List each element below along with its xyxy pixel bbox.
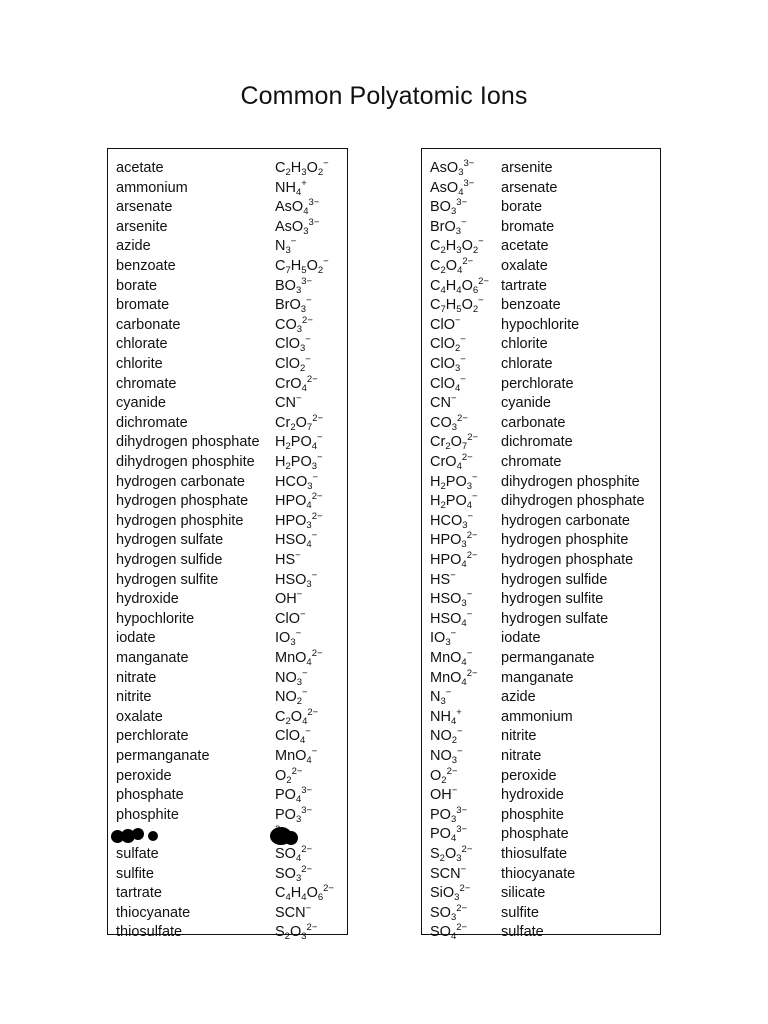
ion-name: acetate	[116, 160, 164, 176]
ion-name: benzoate	[501, 297, 561, 314]
ion-formula: $SO_3^{2-}$	[430, 902, 468, 923]
ion-formula: $S_2O_3^{2-}$	[275, 922, 318, 943]
ion-name: hydrogen sulfate	[501, 610, 609, 627]
ion-name: hydrogen sulfite	[501, 591, 604, 608]
ion-formula: $N_3^-$	[275, 236, 297, 257]
ion-formula: ClO$_4$−	[275, 726, 311, 747]
ion-formula: ClO$_2$−	[430, 334, 466, 355]
ion-formula: $NO_3^-$	[430, 746, 463, 766]
ion-formula: $NH_4^+$	[430, 706, 462, 727]
ion-formula: ClO$_2$−	[275, 354, 311, 374]
ion-name: dichromate	[501, 434, 573, 451]
ion-formula: ClO−	[275, 608, 306, 627]
ion-formula: $HSO_3^-$	[430, 589, 473, 610]
ion-formula: OH−	[275, 589, 303, 608]
ion-name: iodate	[116, 630, 156, 647]
ion-name: sulfite	[116, 865, 154, 882]
ion-name: bromate	[116, 297, 170, 314]
ion-formula: $HCO_3^-$	[275, 471, 319, 492]
ion-name: peroxide	[116, 767, 172, 784]
ion-formula: $PO_4^{3-}$	[275, 785, 313, 806]
ion-formula: $CO_3^{2-}$	[275, 314, 313, 335]
ion-formula: $C_2O_4^{2-}$	[275, 706, 319, 727]
ion-formula: $Cr_2O_7^{2-}$	[430, 432, 479, 453]
ion-formula: $CO_3^{2-}$	[430, 412, 468, 433]
ion-formula: $H_2PO_3^-$	[430, 471, 478, 492]
ion-name: hydrogen sulfide	[501, 571, 608, 588]
ion-formula: MnO$_4$−	[430, 648, 473, 668]
ion-formula: BrO$_3$−	[430, 216, 467, 237]
ion-name: arsenate	[501, 179, 558, 196]
ion-name: carbonate	[116, 316, 181, 333]
ink-blot	[132, 828, 144, 840]
ion-formula: AsO$_4^{3-}$	[275, 197, 320, 218]
ion-name: arsenite	[501, 160, 553, 176]
ion-name: phosphate	[116, 787, 184, 804]
ion-name: dihydrogen phosphate	[501, 493, 645, 510]
ion-formula: $H_2PO_4^-$	[275, 432, 323, 453]
ion-name: permanganate	[116, 748, 210, 764]
ion-formula: $BO_3^{3-}$	[275, 275, 313, 296]
ion-name: chromate	[501, 454, 562, 470]
ion-formula: $C_4H_4O_6^{2-}$	[275, 883, 334, 904]
ion-formula: $Cr_2O_7^{2-}$	[275, 412, 324, 433]
ion-formula: $PO_4^{3-}$	[430, 824, 468, 845]
ion-name: nitrite	[501, 728, 537, 745]
ion-formula: $SO_4^{2-}$	[275, 844, 313, 864]
ion-formula: $C_2H_3O_2^-$	[275, 158, 329, 178]
ion-formula: SCN−	[430, 863, 467, 882]
ion-formula: $O_2^{2-}$	[430, 765, 458, 786]
ion-formula: $PO_3^{3-}$	[275, 804, 313, 825]
ion-formula: CN−	[430, 393, 457, 412]
ion-formula: $C_7H_5O_2^-$	[275, 256, 329, 276]
ion-formula: $HPO_3^{2-}$	[275, 510, 323, 531]
ion-name: chlorite	[501, 336, 548, 353]
ion-name: sulfate	[501, 924, 544, 941]
ion-name: thiocyanate	[116, 904, 191, 921]
ion-formula: $HPO_4^{2-}$	[430, 550, 478, 570]
ion-formula: AsO$_4^{3-}$	[430, 177, 475, 198]
ion-name: chlorate	[116, 336, 168, 353]
ion-formula: $O_2^{2-}$	[275, 765, 303, 786]
ion-name: benzoate	[116, 258, 176, 274]
ion-formula: ClO−	[430, 314, 461, 333]
ion-name: azide	[501, 689, 536, 706]
ion-formula: $HPO_4^{2-}$	[275, 491, 323, 512]
ion-formula: $H_2PO_4^-$	[430, 491, 478, 512]
ion-name: nitrite	[116, 689, 152, 706]
ion-name: hydrogen sulfide	[116, 552, 223, 568]
ion-name: dichromate	[116, 414, 188, 431]
ion-formula: ClO$_4$−	[430, 373, 466, 394]
ion-name: chlorate	[501, 356, 553, 372]
ion-formula: MnO$_4^{2-}$	[275, 648, 323, 668]
ink-blot	[148, 831, 158, 841]
ion-name: hydrogen carbonate	[116, 473, 245, 490]
ion-name: dihydrogen phosphite	[501, 473, 640, 490]
ion-name: thiocyanate	[501, 865, 576, 882]
ion-formula: $BO_3^{3-}$	[430, 197, 468, 218]
ion-name: arsenate	[116, 199, 173, 216]
ion-name: azide	[116, 238, 151, 255]
ion-name: oxalate	[501, 258, 548, 274]
ion-formula: $NO_2^-$	[275, 687, 308, 708]
ion-formula: $C_2H_3O_2^-$	[430, 236, 484, 257]
ion-name: carbonate	[501, 414, 566, 431]
ion-formula: $IO_3^-$	[430, 628, 457, 649]
ion-formula: $SO_4^{2-}$	[430, 922, 468, 943]
ion-name: borate	[116, 277, 158, 294]
ion-name: chromate	[116, 375, 177, 392]
ion-name: nitrate	[116, 669, 157, 686]
ion-name: ammonium	[116, 179, 188, 196]
ion-formula: $HSO_3^-$	[275, 569, 318, 590]
ion-formula: MnO$_4$−	[275, 746, 318, 766]
ion-formula: HS−	[275, 550, 301, 568]
ion-formula: $SO_3^{2-}$	[275, 863, 313, 884]
ion-name: cyanide	[116, 395, 166, 412]
ion-formula: $NH_4^+$	[275, 177, 307, 198]
ion-formula: $S_2O_3^{2-}$	[430, 844, 473, 864]
ion-formula: ClO$_3$−	[275, 334, 311, 355]
ion-name: hypochlorite	[501, 316, 580, 333]
ion-name: nitrate	[501, 748, 542, 764]
ion-formula: MnO$_4^{2-}$	[430, 667, 478, 688]
ion-name: dihydrogen phosphite	[116, 454, 255, 470]
ion-formula: $HSO_4^-$	[275, 530, 318, 551]
ion-formula: $C_7H_5O_2^-$	[430, 295, 484, 316]
ion-formula: $H_2PO_3^-$	[275, 452, 323, 472]
ion-name: sulfite	[501, 904, 539, 921]
ion-formula: $HSO_4^-$	[430, 608, 473, 629]
ion-name: oxalate	[116, 708, 163, 725]
ion-name: phosphite	[116, 806, 179, 823]
ion-formula: CN−	[275, 393, 302, 412]
ion-formula: ClO$_3$−	[430, 354, 466, 374]
ion-name: tartrate	[116, 885, 162, 902]
ion-name: peroxide	[501, 767, 557, 784]
ion-name: bromate	[501, 218, 555, 235]
ion-formula: $C_4H_4O_6^{2-}$	[430, 275, 489, 296]
ion-name: perchlorate	[116, 728, 189, 745]
ion-name: cyanide	[501, 395, 551, 412]
ion-name: borate	[501, 199, 543, 216]
ion-name: chlorite	[116, 356, 163, 372]
ion-name: hypochlorite	[116, 610, 195, 627]
ion-name: phosphate	[501, 826, 569, 843]
ion-name: iodate	[501, 630, 541, 647]
ion-formula: HS−	[430, 569, 456, 588]
ion-table-name-to-formula	[107, 148, 348, 943]
ion-name: acetate	[501, 238, 549, 255]
ion-name: perchlorate	[501, 375, 574, 392]
ion-name: hydroxide	[116, 591, 179, 608]
ion-name: dihydrogen phosphate	[116, 434, 260, 451]
ion-table-formula-to-name	[421, 148, 661, 943]
ion-formula: SiO$_3^{2-}$	[430, 883, 471, 904]
ion-formula: $NO_2^-$	[430, 726, 463, 747]
ion-name: phosphite	[501, 806, 564, 823]
ion-name: silicate	[501, 885, 546, 902]
ion-name: permanganate	[501, 650, 595, 666]
ion-name: sulfate	[116, 846, 159, 862]
ion-formula: AsO$_3^{3-}$	[430, 158, 475, 178]
ion-name: hydrogen phosphite	[501, 532, 629, 549]
ion-name: manganate	[501, 669, 574, 686]
ion-name: hydroxide	[501, 787, 564, 804]
ion-formula: $IO_3^-$	[275, 628, 302, 649]
ink-blot	[284, 831, 298, 845]
ion-formula: CrO$_4^{2-}$	[430, 452, 473, 472]
ion-name: hydrogen sulfate	[116, 532, 224, 549]
ion-formula: BrO$_3$−	[275, 295, 312, 316]
ion-name: hydrogen phosphate	[116, 493, 249, 510]
ion-name: hydrogen carbonate	[501, 512, 630, 529]
ion-formula: $NO_3^-$	[275, 667, 308, 688]
ion-name: hydrogen phosphite	[116, 512, 244, 529]
ion-name: manganate	[116, 650, 189, 666]
page-title: Common Polyatomic Ions	[240, 82, 528, 110]
ion-name: thiosulfate	[116, 924, 183, 941]
ion-formula: $HCO_3^-$	[430, 510, 474, 531]
ion-formula: AsO$_3^{3-}$	[275, 216, 320, 237]
ion-name: thiosulfate	[501, 846, 568, 862]
ion-name: hydrogen sulfite	[116, 571, 219, 588]
ion-name: tartrate	[501, 277, 547, 294]
ion-formula: $N_3^-$	[430, 687, 452, 708]
ion-name: arsenite	[116, 218, 168, 235]
ion-formula: OH−	[430, 785, 458, 804]
ion-formula: $PO_3^{3-}$	[430, 804, 468, 825]
ion-formula: CrO$_4^{2-}$	[275, 373, 318, 394]
ion-formula: $C_2O_4^{2-}$	[430, 256, 474, 276]
ion-name: ammonium	[501, 708, 573, 725]
ion-name: hydrogen phosphate	[501, 552, 634, 568]
ion-formula: $HPO_3^{2-}$	[430, 530, 478, 551]
ion-formula: SCN−	[275, 902, 312, 921]
